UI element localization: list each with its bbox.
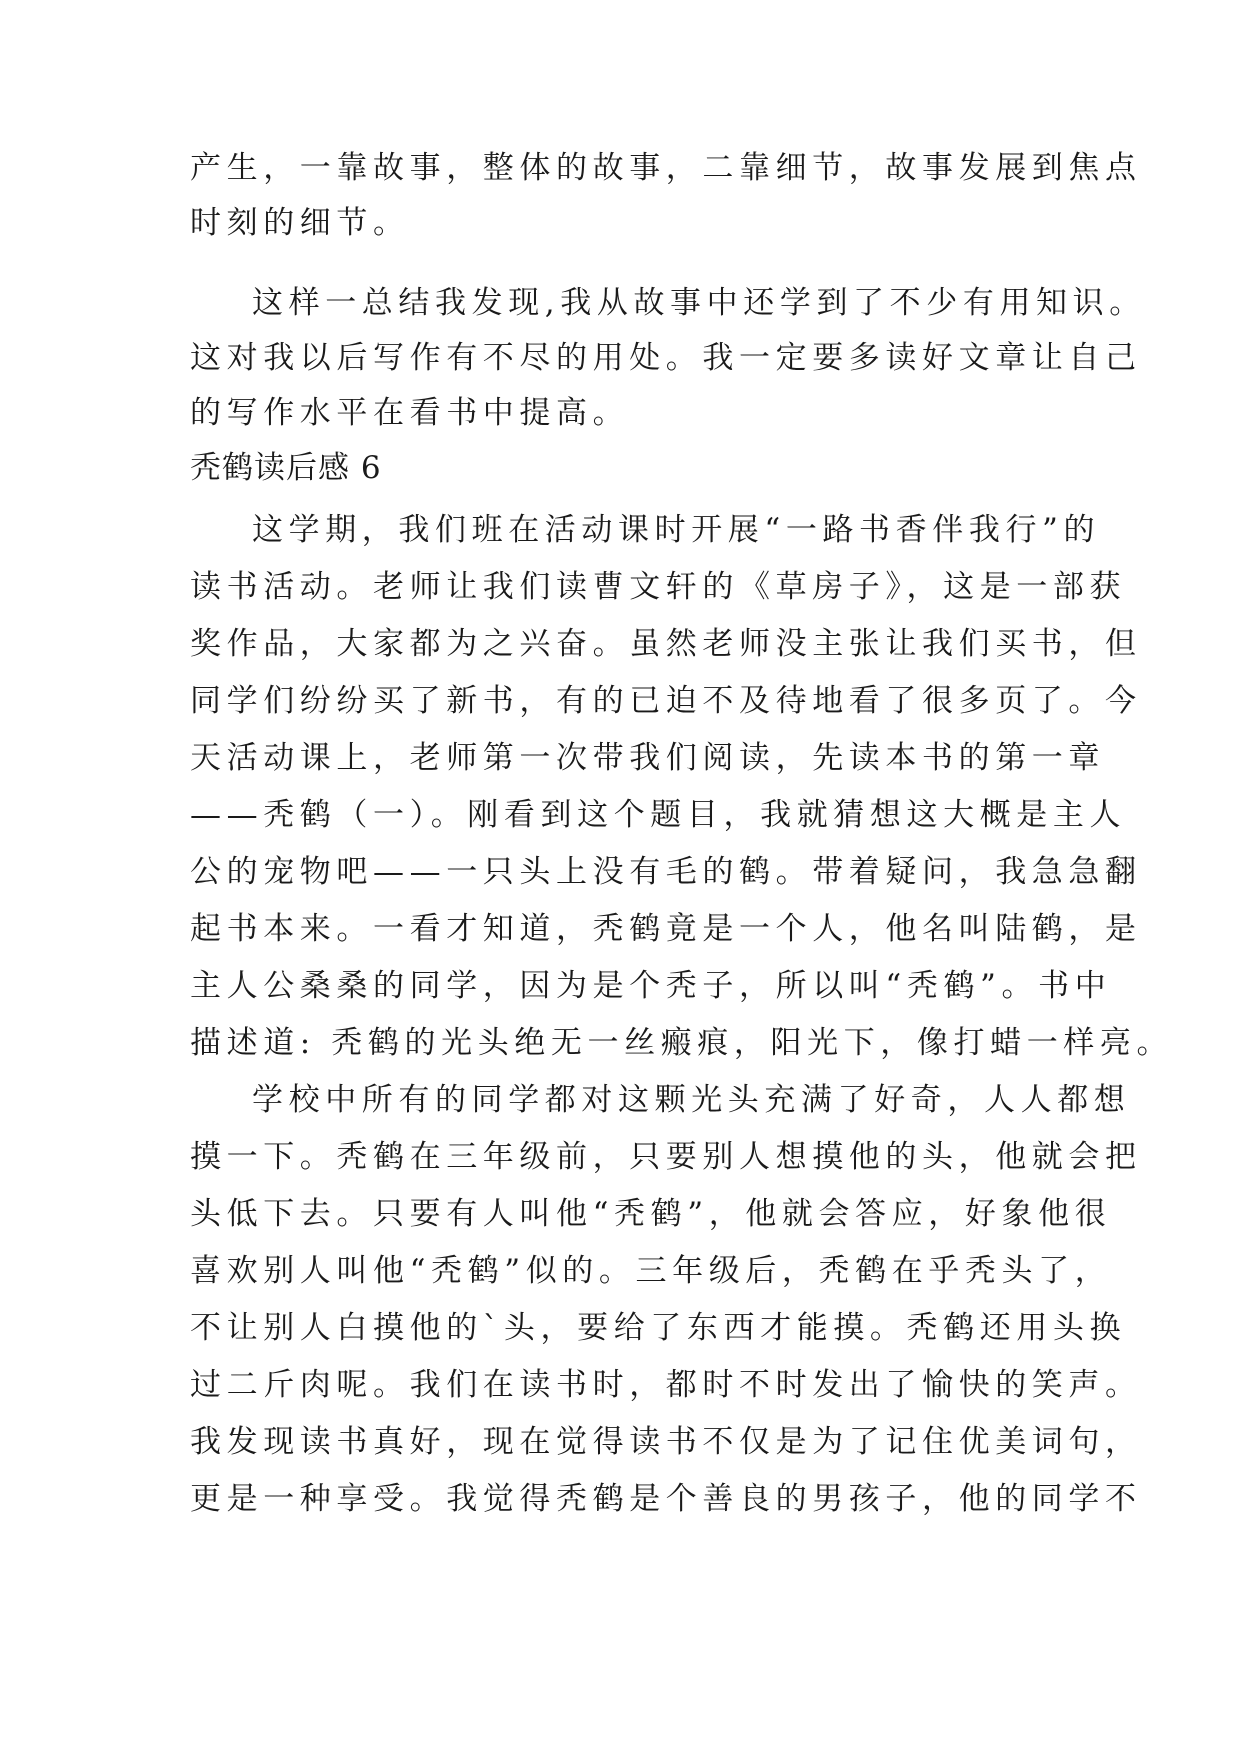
text-line: 天活动课上，老师第一次带我们阅读，先读本书的第一章 xyxy=(190,740,1105,776)
text-line: 主人公桑桑的同学，因为是个秃子，所以叫“秃鹤”。书中 xyxy=(190,968,1112,1004)
text-line: 同学们纷纷买了新书，有的已迫不及待地看了很多页了。今 xyxy=(190,683,1142,719)
text-line: 奖作品，大家都为之兴奋。虽然老师没主张让我们买书，但 xyxy=(190,626,1142,662)
text-line: 起书本来。一看才知道，秃鹤竟是一个人，他名叫陆鹤，是 xyxy=(190,911,1142,947)
text-line: 摸一下。秃鹤在三年级前，只要别人想摸他的头，他就会把 xyxy=(190,1139,1142,1175)
text-line: 产生，一靠故事，整体的故事，二靠细节，故事发展到焦点 xyxy=(190,150,1142,186)
text-line: 描述道: 秃鹤的光头绝无一丝瘢痕，阳光下，像打蜡一样亮。 xyxy=(190,1025,1174,1061)
text-line: 头低下去。只要有人叫他“秃鹤”，他就会答应，好象他很 xyxy=(190,1196,1112,1232)
text-line: 读书活动。老师让我们读曹文轩的《草房子》，这是一部获 xyxy=(190,569,1127,605)
text-line: 喜欢别人叫他“秃鹤”似的。三年级后，秃鹤在乎秃头了， xyxy=(190,1253,1112,1289)
text-line: 公的宠物吧——一只头上没有毛的鹤。带着疑问，我急急翻 xyxy=(190,854,1142,890)
paragraph-first-line: 这样一总结我发现,我从故事中还学到了不少有用知识。 xyxy=(252,285,1146,321)
text-line: 时刻的细节。 xyxy=(190,205,410,241)
paragraph-first-line: 学校中所有的同学都对这颗光头充满了好奇，人人都想 xyxy=(252,1082,1131,1118)
text-line: 这对我以后写作有不尽的用处。我一定要多读好文章让自己 xyxy=(190,340,1142,376)
paragraph-first-line: 这学期，我们班在活动课时开展“一路书香伴我行”的 xyxy=(252,512,1101,548)
section-heading: 秃鹤读后感 6 xyxy=(190,450,382,486)
text-line: 我发现读书真好，现在觉得读书不仅是为了记住优美词句， xyxy=(190,1424,1142,1460)
text-line: 过二斤肉呢。我们在读书时，都时不时发出了愉快的笑声。 xyxy=(190,1367,1142,1403)
text-line: 不让别人白摸他的`头，要给了东西才能摸。秃鹤还用头换 xyxy=(190,1310,1127,1346)
text-line: 的写作水平在看书中提高。 xyxy=(190,395,630,431)
text-line: ——秃鹤（一）。刚看到这个题目，我就猜想这大概是主人 xyxy=(190,797,1127,833)
text-line: 更是一种享受。我觉得秃鹤是个善良的男孩子，他的同学不 xyxy=(190,1481,1142,1517)
